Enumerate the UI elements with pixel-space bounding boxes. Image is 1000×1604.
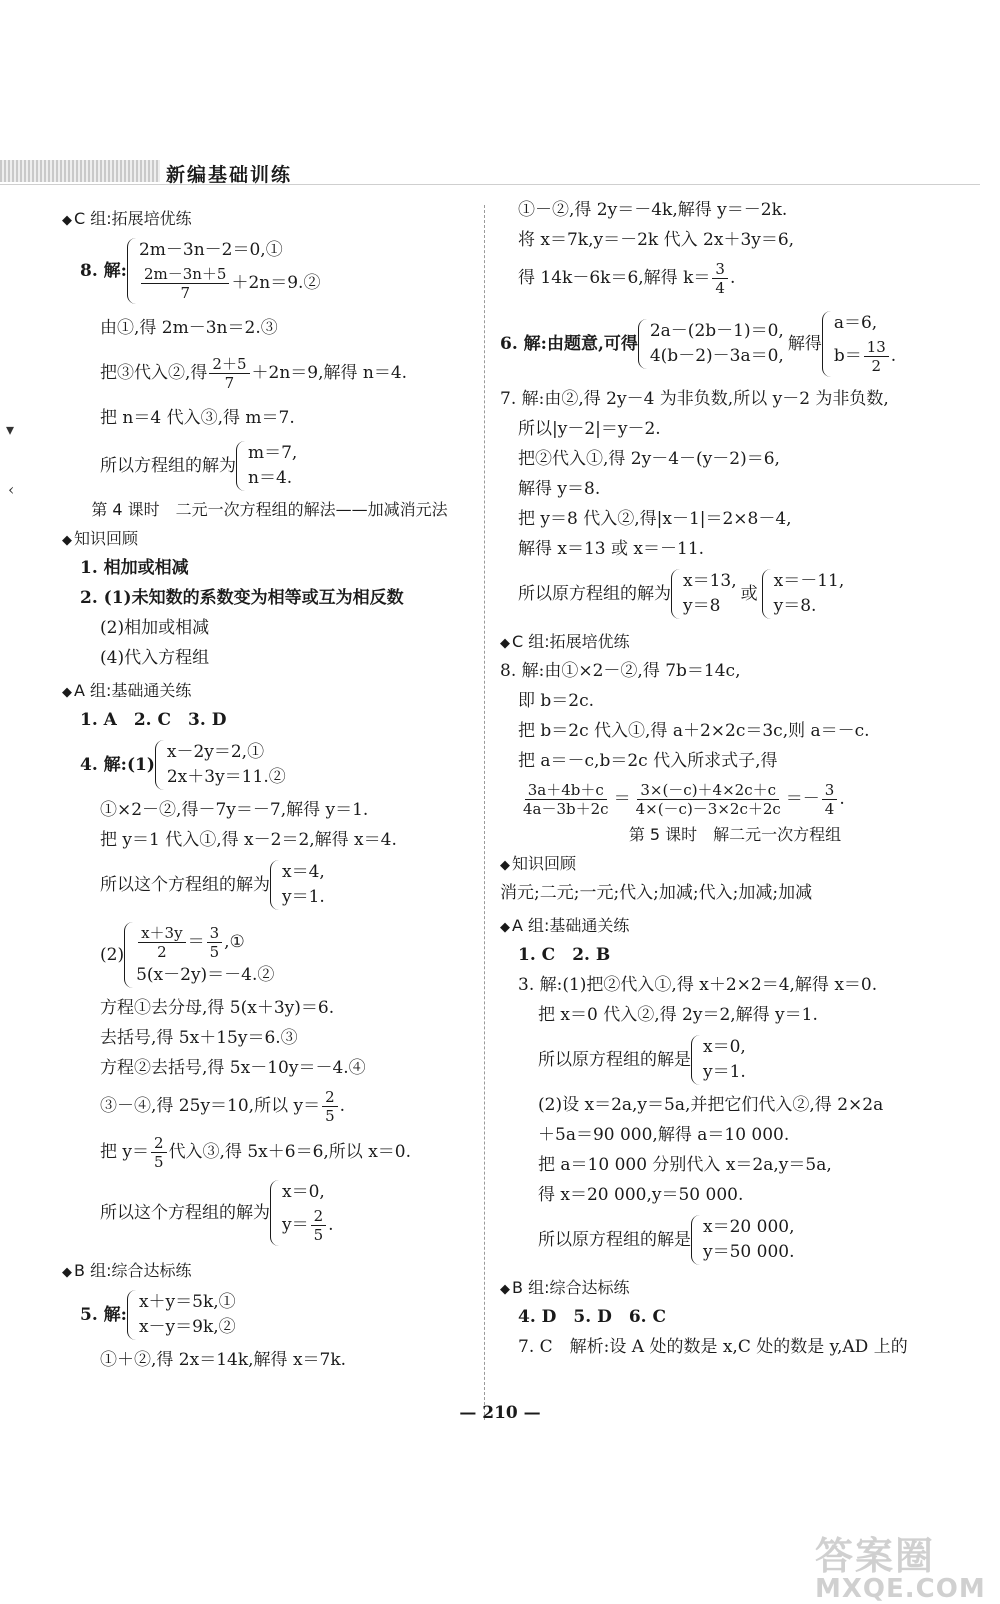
section-heading: ◆ C 组:拓展培优练 (500, 632, 630, 651)
brace-icon (691, 1215, 700, 1265)
page-number: — 210 — (459, 1403, 541, 1423)
answer-4: 4. 解:(1) x－2y＝2,① 2x＋3y＝11.② (62, 740, 477, 790)
section-heading: ◆ 知识回顾 (500, 854, 577, 873)
answer-line: 8. 解:由①×2－②,得 7b＝14c, (500, 661, 741, 681)
header-rule (0, 184, 980, 185)
section-heading: ◆ A 组:基础通关练 (62, 681, 192, 700)
equation-system: x－2y＝2,① 2x＋3y＝11.② (155, 740, 286, 790)
diamond-icon: ◆ (62, 1265, 72, 1280)
answer-line: 由①,得 2m－3n＝2.③ (100, 318, 278, 338)
answer-line: 把 a＝－c,b＝2c 代入所求式子,得 (518, 751, 778, 771)
answer-line: 所以原方程组的解为 x＝13, y＝8 或 x＝－11, y＝8. (500, 569, 970, 619)
solution-system: a＝6, b＝ $\frac{13}{2}$ . (822, 311, 896, 377)
answer-line: (4)代入方程组 (100, 648, 210, 668)
brace-icon (822, 311, 831, 377)
answer-line: 4. D 5. D 6. C (518, 1307, 667, 1327)
answer-line: 得 14k－6k＝6,解得 k＝ $\frac{3}{4}$ . (518, 260, 736, 297)
answer-line: 把 y＝ $\frac{2}{5}$ 代入③,得 5x＋6＝6,所以 x＝0. (100, 1134, 412, 1171)
brace-icon (762, 569, 771, 619)
right-column (500, 200, 970, 1367)
solution-system: m＝7, n＝4. (236, 441, 297, 491)
diamond-icon: ◆ (62, 213, 72, 228)
brace-icon (270, 860, 279, 910)
equation-system: 2m－3n－2＝0,① $\frac{2m-3n+5}{7}$ ＋2n＝9.② (127, 238, 321, 304)
answer-line: (2)设 x＝2a,y＝5a,并把它们代入②,得 2×2a (538, 1095, 884, 1115)
solution-system: x＝0, y＝ $\frac{2}{5}$ . (270, 1180, 334, 1246)
answer-line: $\frac{3a+4b+c}{4a-3b+2c}$ ＝ $\frac{3\times(-c)+4\times 2c+c}{4\times(-c)-3\times 2c+2c}$ ＝－ $\frac{3}{4}$ . (523, 781, 845, 818)
answer-line: 1. C 2. B (518, 945, 611, 965)
diamond-icon: ◆ (62, 685, 72, 700)
answer-line: 所以方程组的解为 m＝7, n＝4. (62, 441, 477, 491)
watermark-logo: 答案圈 MXQE.COM (815, 1534, 986, 1604)
answer-line: 解得 x＝13 或 x＝－11. (518, 539, 705, 559)
answer-line: 1. A 2. C 3. D (80, 710, 227, 730)
answer-line: 所以这个方程组的解为 x＝0, y＝ $\frac{2}{5}$ . (100, 1182, 334, 1244)
answer-line: 去括号,得 5x＋15y＝6.③ (100, 1028, 298, 1048)
section-heading: ◆ A 组:基础通关练 (500, 916, 630, 935)
answer-line: 把 n＝4 代入③,得 m＝7. (100, 408, 295, 428)
answer-line: 消元;二元;一元;代入;加减;代入;加减;加减 (500, 883, 813, 903)
brace-icon (127, 1290, 136, 1340)
section-heading: ◆ B 组:综合达标练 (500, 1278, 630, 1297)
diamond-icon: ◆ (500, 858, 510, 873)
answer-4-2: (2) $\frac{x+3y}{2}$ ＝ $\frac{3}{5}$ ,① 5(x－2y)＝－4.② (62, 922, 477, 988)
diamond-icon: ◆ (500, 636, 510, 651)
equation-system: 2a－(2b－1)＝0, 4(b－2)－3a＝0, (638, 319, 784, 369)
lesson-title: 第 4 课时 二元一次方程组的解法——加减消元法 (91, 500, 448, 519)
answer-line: 1. 相加或相减 (80, 558, 189, 578)
solution-system: x＝0, y＝1. (691, 1035, 746, 1085)
solution-system: x＝4, y＝1. (270, 860, 325, 910)
answer-line: (2)相加或相减 (100, 618, 210, 638)
answer-line: 所以原方程组的解是 x＝0, y＝1. (500, 1035, 970, 1085)
solution-system: x＝－11, y＝8. (762, 569, 845, 619)
answer-line: 将 x＝7k,y＝－2k 代入 2x＋3y＝6, (518, 230, 795, 250)
brace-icon (270, 1180, 279, 1246)
answer-line: 把③代入②,得 $\frac{2+5}{7}$ ＋2n＝9,解得 n＝4. (100, 355, 408, 392)
answer-line: 方程②去括号,得 5x－10y＝－4.④ (100, 1058, 366, 1078)
section-heading: ◆ B 组:综合达标练 (62, 1261, 192, 1280)
answer-line: 把 a＝10 000 分别代入 x＝2a,y＝5a, (538, 1155, 832, 1175)
answer-line: 把 b＝2c 代入①,得 a＋2×2c＝3c,则 a＝－c. (518, 721, 870, 741)
brace-icon (236, 441, 245, 491)
diamond-icon: ◆ (500, 1282, 510, 1297)
brace-icon (124, 922, 133, 988)
answer-line: ①＋②,得 2x＝14k,解得 x＝7k. (100, 1350, 347, 1370)
answer-line: 7. C 解析:设 A 处的数是 x,C 处的数是 y,AD 上的 (518, 1337, 908, 1357)
diamond-icon: ◆ (500, 920, 510, 935)
answer-line: 把②代入①,得 2y－4－(y－2)＝6, (518, 449, 780, 469)
answer-line: ③－④,得 25y＝10,所以 y＝ $\frac{2}{5}$ . (100, 1088, 346, 1125)
answer-line: 把 y＝8 代入②,得|x－1|＝2×8－4, (518, 509, 792, 529)
header-title: 新编基础训练 (160, 160, 298, 187)
column-divider (484, 205, 485, 1420)
answer-line: 3. 解:(1)把②代入①,得 x＋2×2＝4,解得 x＝0. (518, 975, 878, 995)
brace-icon (127, 238, 136, 304)
solution-system: x＝13, y＝8 (671, 569, 737, 619)
section-heading: ◆ 知识回顾 (62, 529, 139, 548)
section-heading: ◆ C 组:拓展培优练 (62, 209, 192, 228)
answer-line: ①×2－②,得－7y＝－7,解得 y＝1. (100, 800, 369, 820)
lesson-title: 第 5 课时 解二元一次方程组 (628, 825, 842, 844)
margin-mark: ▾ (6, 420, 15, 439)
answer-line: 把 x＝0 代入②,得 2y＝2,解得 y＝1. (538, 1005, 818, 1025)
answer-line: 所以这个方程组的解为 x＝4, y＝1. (62, 860, 477, 910)
margin-mark: ‹ (8, 480, 15, 499)
brace-icon (638, 319, 647, 369)
solution-system: x＝20 000, y＝50 000. (691, 1215, 795, 1265)
answer-line: 方程①去分母,得 5(x＋3y)＝6. (100, 998, 335, 1018)
answer-line: ①－②,得 2y＝－4k,解得 y＝－2k. (518, 200, 788, 220)
brace-icon (671, 569, 680, 619)
equation-system: x＋y＝5k,① x－y＝9k,② (127, 1290, 236, 1340)
answer-6: 6. 解:由题意,可得 2a－(2b－1)＝0, 4(b－2)－3a＝0, 解得 a＝6, b＝ $\frac{13}{2}$ . (500, 313, 897, 375)
answer-line: 把 y＝1 代入①,得 x－2＝2,解得 x＝4. (100, 830, 397, 850)
answer-line: 所以原方程组的解是 x＝20 000, y＝50 000. (500, 1215, 970, 1265)
answer-line: 得 x＝20 000,y＝50 000. (538, 1185, 744, 1205)
equation-system: $\frac{x+3y}{2}$ ＝ $\frac{3}{5}$ ,① 5(x－2y)＝－4.② (124, 922, 274, 988)
answer-line: 7. 解:由②,得 2y－4 为非负数,所以 y－2 为非负数, (500, 389, 889, 409)
answer-line: 2. (1)未知数的系数变为相等或互为相反数 (80, 588, 404, 608)
diamond-icon: ◆ (62, 533, 72, 548)
answer-line: 即 b＝2c. (518, 691, 595, 711)
brace-icon (691, 1035, 700, 1085)
answer-line: 所以|y－2|＝y－2. (518, 419, 661, 439)
answer-line: 解得 y＝8. (518, 479, 601, 499)
answer-5: 5. 解: x＋y＝5k,① x－y＝9k,② (62, 1290, 477, 1340)
brace-icon (155, 740, 164, 790)
answer-8: 8. 解: 2m－3n－2＝0,① $\frac{2m-3n+5}{7}$ ＋2n＝9.② (80, 240, 321, 302)
answer-line: ＋5a＝90 000,解得 a＝10 000. (538, 1125, 790, 1145)
left-column (62, 200, 477, 1380)
